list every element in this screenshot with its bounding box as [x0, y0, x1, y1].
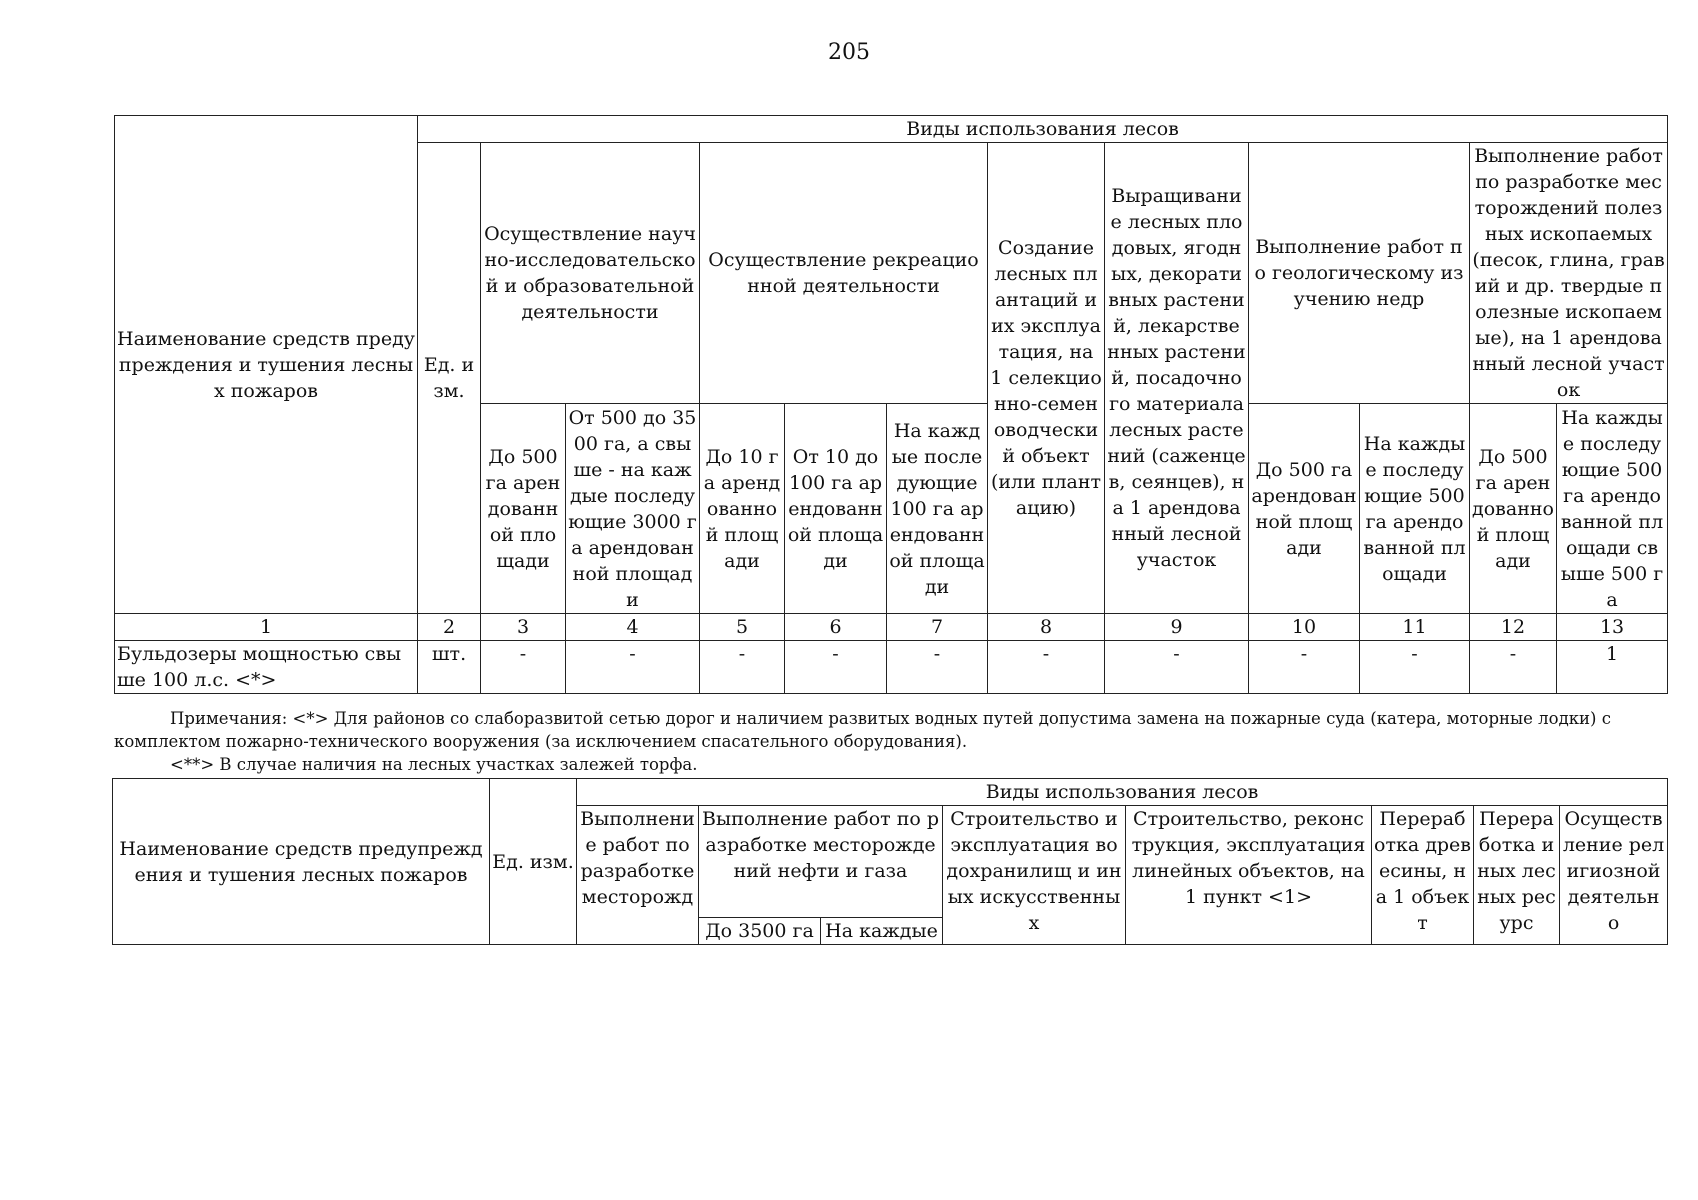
col-number: 5 [700, 614, 785, 641]
sub-header-6: От 10 до 100 га арендованной площади [785, 404, 887, 614]
row-value: - [988, 641, 1105, 694]
row-value: - [1470, 641, 1557, 694]
col-group-recreation: Осуществление рекреационной деятельности [700, 143, 988, 404]
col-number: 4 [566, 614, 700, 641]
row-value: 1 [1557, 641, 1668, 694]
col-number: 7 [887, 614, 988, 641]
col-number: 1 [115, 614, 418, 641]
row-value: - [566, 641, 700, 694]
col-number: 6 [785, 614, 887, 641]
col-oil-gas: Выполнение работ по разработке месторождений нефти и газа [699, 806, 943, 918]
row-value: - [481, 641, 566, 694]
col-linear-objects: Строительство, реконструкция, эксплуатация линейных объектов, на 1 пункт <1> [1126, 806, 1372, 945]
sub-header-12: До 500 га арендованной площади [1470, 404, 1557, 614]
unit-header-2: Ед. изм. [490, 779, 577, 945]
col-group-plantations: Создание лесных плантаций и их эксплуатация, на 1 селекционно-семеноводческий объект (или плантацию) [988, 143, 1105, 614]
sub-header-10: До 500 га арендованной площади [1249, 404, 1360, 614]
group-header: Виды использования лесов [418, 116, 1668, 143]
col-group-cultivation: Выращивание лесных плодовых, ягодных, декоративных растений, лекарственных растений, посадочного материала лесных растений (саженцев, сеянцев), на 1 арендованный лесной участок [1105, 143, 1249, 614]
sub-header-oil-2: На каждые [821, 918, 943, 945]
forest-use-table-1 [114, 115, 1668, 694]
row-value: - [700, 641, 785, 694]
sub-header-13: На каждые последующие 500 га арендованной площади свыше 500 га [1557, 404, 1668, 614]
col-number: 8 [988, 614, 1105, 641]
name-header-2: Наименование средств предупреждения и тушения лесных пожаров [113, 779, 490, 945]
col-mining: Выполнение работ по разработке месторожд [577, 806, 699, 945]
forest-use-table-2 [112, 778, 1668, 945]
sub-header-3: До 500 га арендованной площади [481, 404, 566, 614]
note-1: Примечания: <*> Для районов со слаборазвитой сетью дорог и наличием развитых водных путей допустима замена на пожарные суда (катера, моторные лодки) с комплектом пожарно-технического вооружения (за исключением спасательного оборудования). [114, 709, 1611, 751]
col-number: 9 [1105, 614, 1249, 641]
row-value: - [785, 641, 887, 694]
row-name: Бульдозеры мощностью свыше 100 л.с. <*> [115, 641, 418, 694]
col-reservoirs: Строительство и эксплуатация водохранилищ и иных искусственных [943, 806, 1126, 945]
row-value: - [1249, 641, 1360, 694]
name-header: Наименование средств предупреждения и тушения лесных пожаров [115, 116, 418, 614]
col-number: 12 [1470, 614, 1557, 641]
sub-header-5: До 10 га арендованной площади [700, 404, 785, 614]
col-group-geology: Выполнение работ по геологическому изучению недр [1249, 143, 1470, 404]
row-value: - [1360, 641, 1470, 694]
col-wood-processing: Переработка древесины, на 1 объект [1372, 806, 1474, 945]
col-religious: Осуществление религиозной деятельно [1560, 806, 1668, 945]
col-other-resources: Переработка иных лесных ресурс [1474, 806, 1560, 945]
unit-header: Ед. изм. [418, 143, 481, 614]
col-number: 3 [481, 614, 566, 641]
col-group-research: Осуществление научно-исследовательской и образовательной деятельности [481, 143, 700, 404]
sub-header-7: На каждые последующие 100 га арендованной площади [887, 404, 988, 614]
col-group-minerals: Выполнение работ по разработке месторождений полезных ископаемых (песок, глина, гравий и др. твердые полезные ископаемые), на 1 арендованный лесной участок [1470, 143, 1668, 404]
sub-header-oil-1: До 3500 га [699, 918, 821, 945]
col-number: 10 [1249, 614, 1360, 641]
row-value: - [1105, 641, 1249, 694]
row-unit: шт. [418, 641, 481, 694]
col-number: 13 [1557, 614, 1668, 641]
col-number: 11 [1360, 614, 1470, 641]
note-2: <**> В случае наличия на лесных участках залежей торфа. [170, 755, 698, 774]
notes [114, 707, 1667, 776]
table-row [115, 641, 1668, 694]
group-header-2: Виды использования лесов [577, 779, 1668, 806]
row-value: - [887, 641, 988, 694]
page-number: 205 [828, 40, 870, 65]
sub-header-4: От 500 до 3500 га, а свыше - на каждые последующие 3000 га арендованной площади [566, 404, 700, 614]
sub-header-11: На каждые последующие 500 га арендованной площади [1360, 404, 1470, 614]
col-number: 2 [418, 614, 481, 641]
